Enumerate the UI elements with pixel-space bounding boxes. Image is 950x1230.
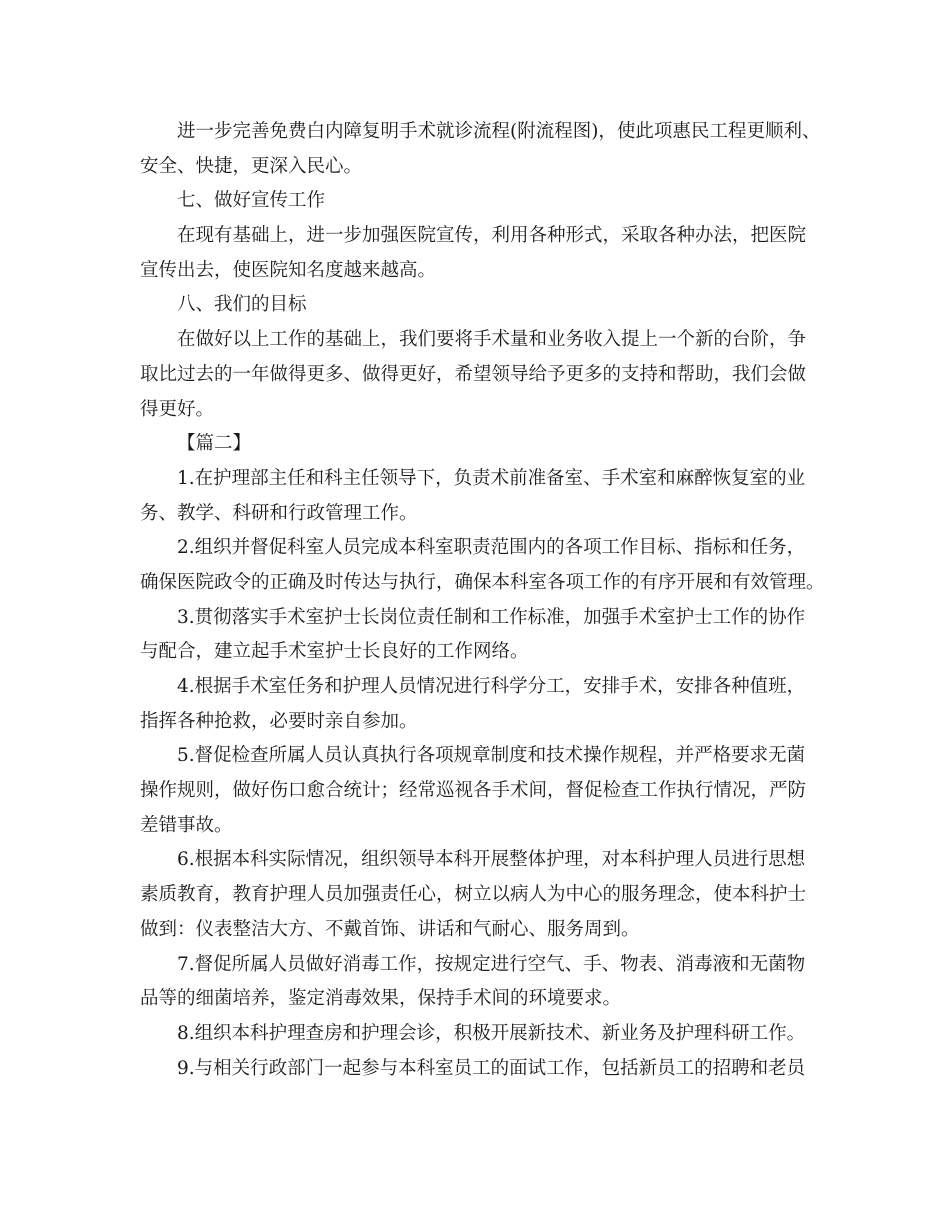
list-item-line: 6.根据本科实际情况，组织领导本科开展整体护理，对本科护理人员进行思想 xyxy=(177,849,806,871)
list-item-line: 确保医院政令的正确及时传达与执行，确保本科室各项工作的有序开展和有效管理。 xyxy=(140,571,825,593)
list-item-line: 2.组织并督促科室人员完成本科室职责范围内的各项工作目标、指标和任务， xyxy=(177,537,806,559)
list-item-line: 1.在护理部主任和科主任领导下，负责术前准备室、手术室和麻醉恢复室的业 xyxy=(177,467,806,489)
paragraph-line: 进一步完善免费白内障复明手术就诊流程(附流程图)，使此项惠民工程更顺利、 xyxy=(177,121,821,142)
list-item-line: 务、教学、科研和行政管理工作。 xyxy=(140,502,418,524)
list-item-line: 与配合，建立起手术室护士长良好的工作网络。 xyxy=(140,641,529,663)
list-item-line: 指挥各种抢救，必要时亲自参加。 xyxy=(140,710,418,732)
list-item-line: 素质教育，教育护理人员加强责任心，树立以病人为中心的服务理念，使本科护士 xyxy=(140,884,807,906)
list-item-line: 做到：仪表整洁大方、不戴首饰、讲话和气耐心、服务周到。 xyxy=(140,918,640,940)
list-item-line: 9.与相关行政部门一起参与本科室员工的面试工作，包括新员工的招聘和老员 xyxy=(177,1057,806,1079)
list-item-line: 品等的细菌培养，鉴定消毒效果，保持手术间的环境要求。 xyxy=(140,988,622,1010)
section-heading: 七、做好宣传工作 xyxy=(177,190,326,212)
paragraph-line: 得更好。 xyxy=(140,398,215,420)
paragraph-line: 在做好以上工作的基础上，我们要将手术量和业务收入提上一个新的台阶，争 xyxy=(177,329,807,351)
section-heading: 八、我们的目标 xyxy=(177,294,307,316)
list-item-line: 8.组织本科护理查房和护理会诊，积极开展新技术、新业务及护理科研工作。 xyxy=(177,1022,806,1044)
list-item-line: 4.根据手术室任务和护理人员情况进行科学分工，安排手术，安排各种值班， xyxy=(177,676,806,697)
paragraph-line: 安全、快捷，更深入民心。 xyxy=(140,155,363,177)
document-body xyxy=(140,115,825,1086)
part-heading: 【篇二】 xyxy=(177,433,252,455)
list-item-line: 7.督促所属人员做好消毒工作，按规定进行空气、手、物表、消毒液和无菌物 xyxy=(177,953,806,975)
paragraph-line: 取比过去的一年做得更多、做得更好，希望领导给予更多的支持和帮助，我们会做 xyxy=(140,363,807,385)
paragraph-line: 宣传出去，使医院知名度越来越高。 xyxy=(140,259,437,281)
list-item-line: 操作规则，做好伤口愈合统计；经常巡视各手术间，督促检查工作执行情况，严防 xyxy=(140,780,807,802)
list-item-line: 5.督促检查所属人员认真执行各项规章制度和技术操作规程，并严格要求无菌 xyxy=(177,745,806,767)
paragraph-line: 在现有基础上，进一步加强医院宣传，利用各种形式，采取各种办法，把医院 xyxy=(177,225,807,247)
list-item-line: 差错事故。 xyxy=(140,814,233,836)
list-item-line: 3.贯彻落实手术室护士长岗位责任制和工作标准，加强手术室护士工作的协作 xyxy=(177,606,806,628)
